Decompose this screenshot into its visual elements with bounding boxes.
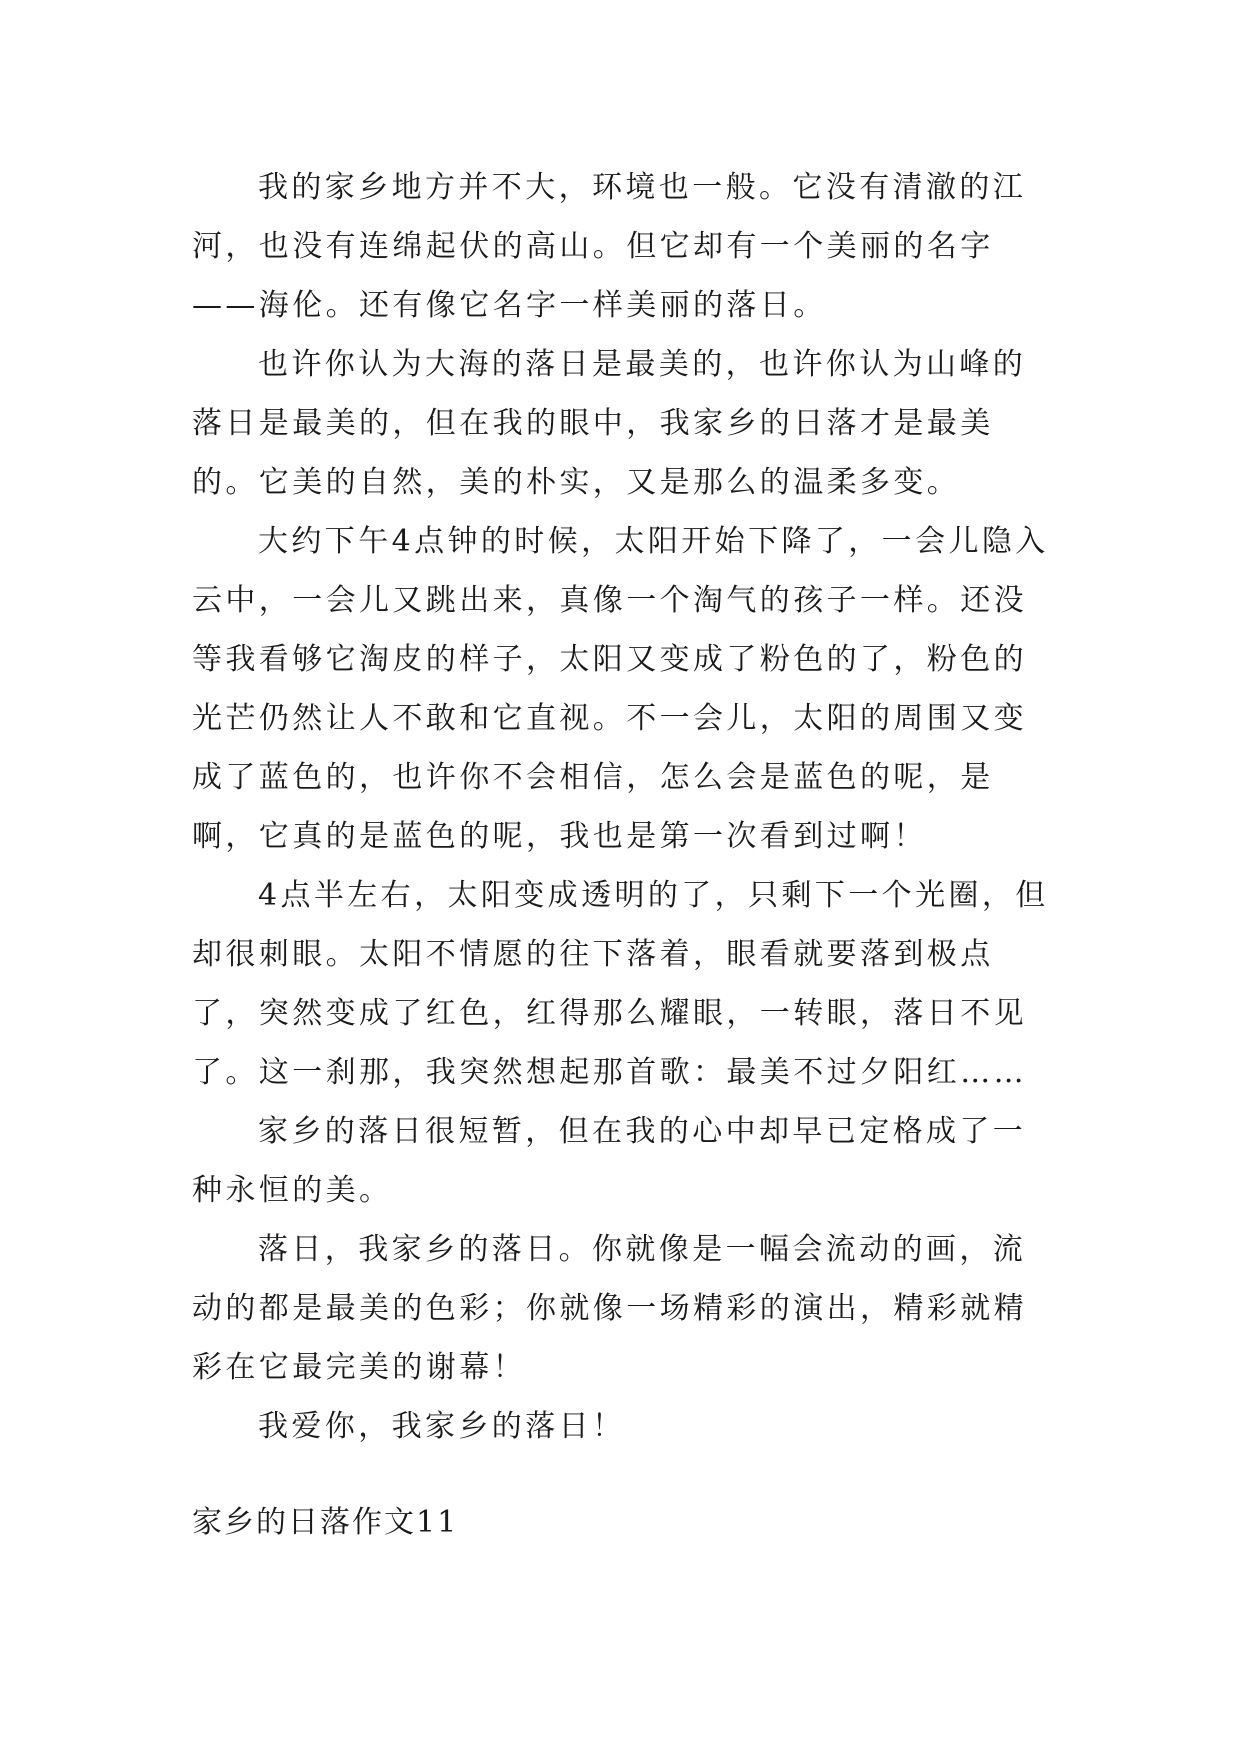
paragraph: 我的家乡地方并不大，环境也一般。它没有清澈的江河，也没有连绵起伏的高山。但它却有一个美丽的名字——海伦。还有像它名字一样美丽的落日。 — [192, 170, 1027, 323]
paragraph: 我爱你，我家乡的落日！ — [258, 1409, 626, 1444]
paragraph: 落日，我家乡的落日。你就像是一幅会流动的画，流动的都是最美的色彩；你就像一场精彩的演出，精彩就精彩在它最完美的谢幕！ — [192, 1232, 1027, 1385]
paragraph: 4点半左右，太阳变成透明的了，只剩下一个光圈，但却很刺眼。太阳不情愿的往下落着，眼看就要落到极点了，突然变成了红色，红得那么耀眼，一转眼，落日不见了。这一刹那，我突然想起那首歌：最美不过夕阳红…… — [192, 878, 1049, 1090]
paragraph: 也许你认为大海的落日是最美的，也许你认为山峰的落日是最美的，但在我的眼中，我家乡的日落才是最美的。它美的自然，美的朴实，又是那么的温柔多变。 — [192, 347, 1027, 500]
essay-body — [192, 158, 1052, 1456]
paragraph: 大约下午4点钟的时候，太阳开始下降了，一会儿隐入云中，一会儿又跳出来，真像一个淘气的孩子一样。还没等我看够它淘皮的样子，太阳又变成了粉色的了，粉色的光芒仍然让人不敢和它直视。不一会儿，太阳的周围又变成了蓝色的，也许你不会相信，怎么会是蓝色的呢，是啊，它真的是蓝色的呢，我也是第一次看到过啊！ — [192, 524, 1049, 854]
next-essay-title: 家乡的日落作文11 — [192, 1505, 459, 1540]
paragraph: 家乡的落日很短暂，但在我的心中却早已定格成了一种永恒的美。 — [192, 1114, 1027, 1208]
